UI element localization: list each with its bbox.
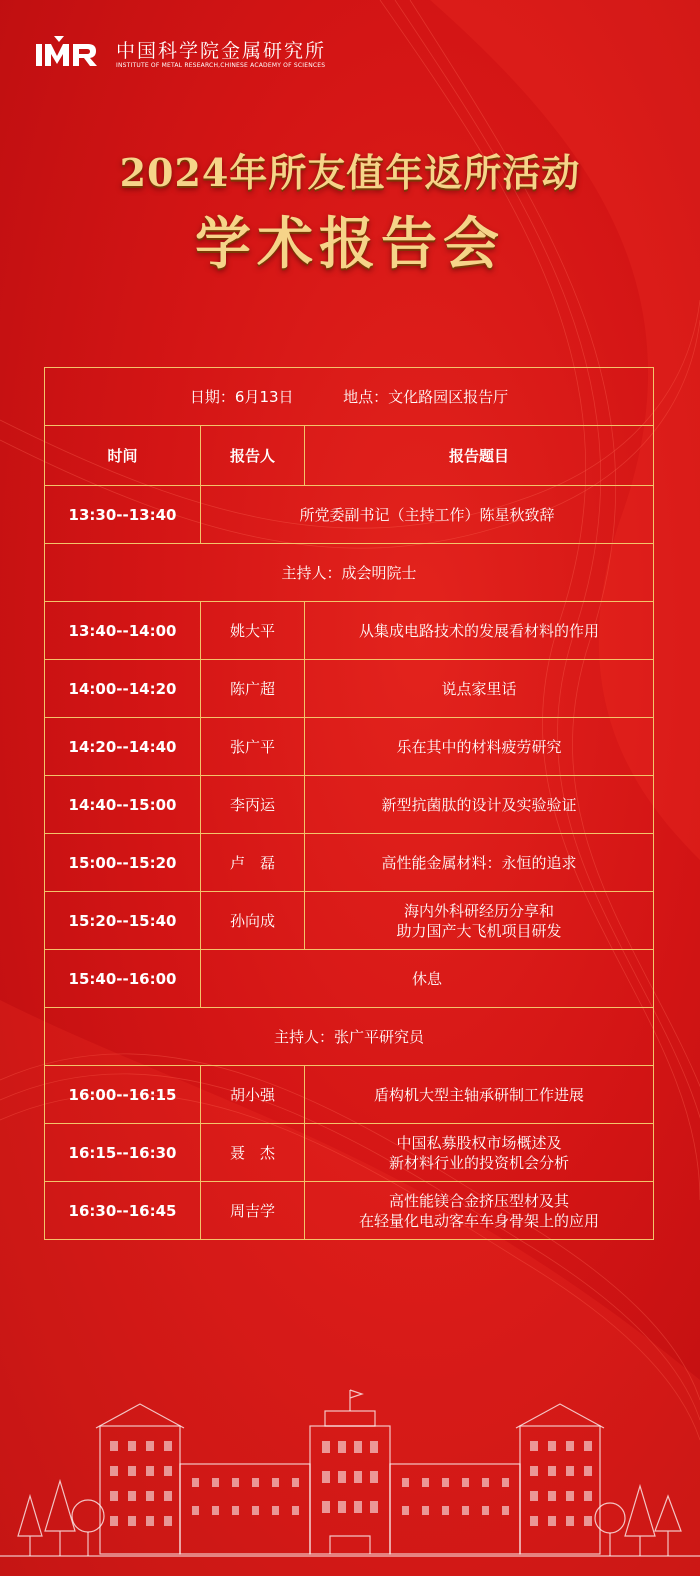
session2-host: 主持人：张广平研究员 — [45, 1008, 654, 1066]
date-label: 日期：6月13日 — [189, 387, 294, 406]
topic-cell — [305, 1182, 654, 1240]
host-row — [45, 544, 654, 602]
event-title: 2024年所友值年返所活动 — [119, 150, 581, 195]
table-row — [45, 1066, 654, 1124]
header-row — [45, 426, 654, 486]
topic-cell: 盾构机大型主轴承研制工作进展 — [305, 1066, 654, 1124]
speaker-cell: 李丙运 — [201, 776, 305, 834]
table-row — [45, 1124, 654, 1182]
table-row — [45, 1182, 654, 1240]
table-row — [45, 602, 654, 660]
speaker-cell: 聂 杰 — [201, 1124, 305, 1182]
table-row — [45, 718, 654, 776]
speaker-cell: 胡小强 — [201, 1066, 305, 1124]
topic-cell: 说点家里话 — [305, 660, 654, 718]
table-row — [45, 892, 654, 950]
break-row — [45, 950, 654, 1008]
opening-speech: 所党委副书记（主持工作）陈星秋致辞 — [201, 486, 654, 544]
time-cell: 16:30--16:45 — [45, 1182, 201, 1240]
time-cell: 13:40--14:00 — [45, 602, 201, 660]
time-cell: 15:40--16:00 — [45, 950, 201, 1008]
host-row — [45, 1008, 654, 1066]
speaker-cell: 姚大平 — [201, 602, 305, 660]
column-header-topic: 报告题目 — [305, 426, 654, 486]
time-cell: 14:20--14:40 — [45, 718, 201, 776]
speaker-cell: 陈广超 — [201, 660, 305, 718]
place-label: 地点：文化路园区报告厅 — [343, 387, 509, 406]
info-row — [45, 368, 654, 426]
table-row — [45, 486, 654, 544]
topic-line-1: 中国私募股权市场概述及 — [396, 1133, 562, 1152]
topic-line-2: 助力国产大飞机项目研发 — [396, 921, 562, 940]
schedule-table — [44, 367, 654, 1240]
topic-line-2: 新材料行业的投资机会分析 — [389, 1153, 570, 1172]
time-cell: 16:15--16:30 — [45, 1124, 201, 1182]
logo-english-name: INSTITUTE OF METAL RESEARCH,CHINESE ACADEMY OF SCIENCES — [116, 62, 326, 69]
topic-line-1: 高性能镁合金挤压型材及其 — [389, 1191, 570, 1210]
imr-logo-icon — [36, 36, 110, 68]
speaker-cell: 周吉学 — [201, 1182, 305, 1240]
time-cell: 15:20--15:40 — [45, 892, 201, 950]
topic-cell — [305, 1124, 654, 1182]
institute-logo — [36, 28, 336, 78]
break-label: 休息 — [201, 950, 654, 1008]
logo-chinese-name: 中国科学院金属研究所 — [116, 40, 327, 62]
table-row — [45, 834, 654, 892]
event-subtitle: 学术报告会 — [195, 211, 505, 277]
table-row — [45, 776, 654, 834]
topic-cell — [305, 892, 654, 950]
column-header-time: 时间 — [45, 426, 201, 486]
topic-cell: 从集成电路技术的发展看材料的作用 — [305, 602, 654, 660]
building-illustration — [0, 1386, 700, 1576]
time-cell: 14:40--15:00 — [45, 776, 201, 834]
column-header-speaker: 报告人 — [201, 426, 305, 486]
topic-cell: 高性能金属材料：永恒的追求 — [305, 834, 654, 892]
speaker-cell: 张广平 — [201, 718, 305, 776]
speaker-cell: 卢 磊 — [201, 834, 305, 892]
time-cell: 14:00--14:20 — [45, 660, 201, 718]
time-cell: 15:00--15:20 — [45, 834, 201, 892]
time-cell: 13:30--13:40 — [45, 486, 201, 544]
topic-cell: 乐在其中的材料疲劳研究 — [305, 718, 654, 776]
speaker-cell: 孙向成 — [201, 892, 305, 950]
topic-cell: 新型抗菌肽的设计及实验验证 — [305, 776, 654, 834]
table-row — [45, 660, 654, 718]
topic-line-1: 海内外科研经历分享和 — [404, 901, 555, 920]
time-cell: 16:00--16:15 — [45, 1066, 201, 1124]
session1-host: 主持人：成会明院士 — [45, 544, 654, 602]
topic-line-2: 在轻量化电动客车车身骨架上的应用 — [359, 1211, 600, 1230]
